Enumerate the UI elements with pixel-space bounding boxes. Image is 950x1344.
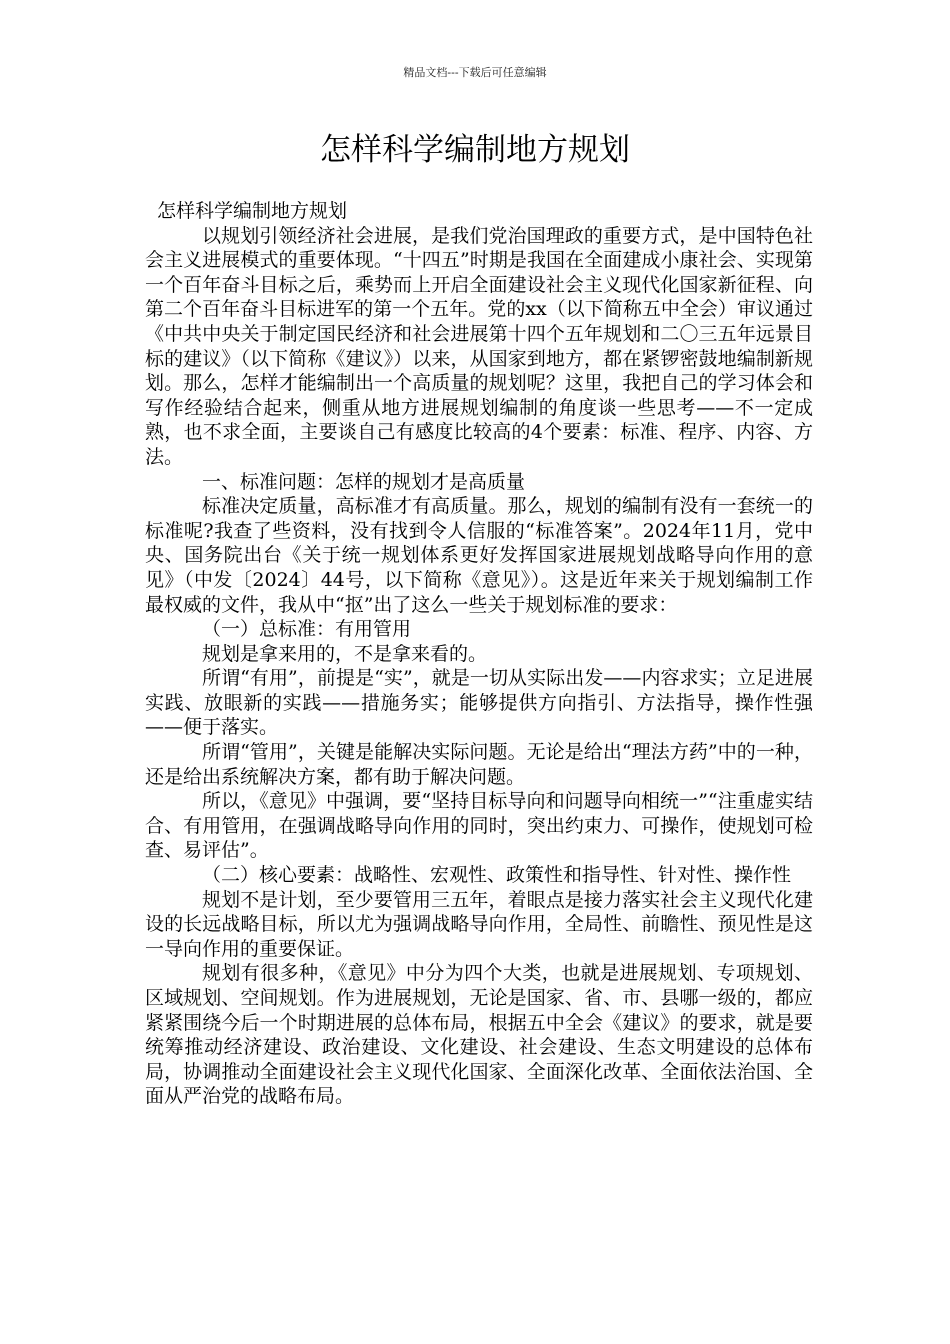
section-heading-standards: 一、标准问题：怎样的规划才是高质量 <box>202 470 526 493</box>
paragraph-not-plan: 规划不是计划，至少要管用三五年，着眼点是接力落实社会主义现代化建设的长远战略目标，所以尤为强调战略导向作用，全局性、前瞻性、预见性是这一导向作用的重要保证。 <box>145 888 813 960</box>
document-body <box>145 199 813 1109</box>
paragraph-standards: 标准决定质量，高标准才有高质量。那么，规划的编制有没有一套统一的标准呢?我查了些资料，没有找到令人信服的“标准答案”。2024年11月，党中央、国务院出台《关于统一规划体系更好发挥国家进展规划战略导向作用的意见》（中发〔2024〕44号，以下简称《意见》）。这是近年来关于规划编制工作最权威的文件，我从中“抠”出了这么一些关于规划标准的要求： <box>145 495 813 616</box>
paragraph-useful: 所谓“有用”，前提是“实”，就是一切从实际出发——内容求实；立足进展实践、放眼新的实践——措施务实；能够提供方向指引、方法指导，操作性强——便于落实。 <box>145 667 813 739</box>
paragraph-opinion-emphasis: 所以，《意见》中强调，要“坚持目标导向和问题导向相统一”“注重虚实结合、有用管用，在强调战略导向作用的同时，突出约束力、可操作，使规划可检查、易评估”。 <box>145 790 813 862</box>
subsection-heading-core-elements: （二）核心要素：战略性、宏观性、政策性和指导性、针对性、操作性 <box>202 864 792 887</box>
document-title: 怎样科学编制地方规划 <box>320 132 630 168</box>
paragraph-intro: 以规划引领经济社会进展，是我们党治国理政的重要方式，是中国特色社会主义进展模式的重要体现。“十四五”时期是我国在全面建成小康社会、实现第一个百年奋斗目标之后，乘势而上开启全面建设社会主义现代化国家新征程、向第二个百年奋斗目标进军的第一个五年。党的xx（以下简称五中全会）审议通过《中共中央关于制定国民经济和社会进展第十四个五年规划和二〇三五年远景目标的建议》（以下简称《建议》）以来，从国家到地方，都在紧锣密鼓地编制新规划。那么，怎样才能编制出一个高质量的规划呢？这里，我把自己的学习体会和写作经验结合起来，侧重从地方进展规划编制的角度谈一些思考——不一定成熟，也不求全面，主要谈自己有感度比较高的4个要素：标准、程序、内容、方法。 <box>145 224 813 468</box>
paragraph-plan-types: 规划有很多种，《意见》中分为四个大类，也就是进展规划、专项规划、区域规划、空间规划。作为进展规划，无论是国家、省、市、县哪一级的，都应紧紧围绕今后一个时期进展的总体布局，根据五中全会《建议》的要求，就是要统筹推动经济建设、政治建设、文化建设、社会建设、生态文明建设的总体布局，协调推动全面建设社会主义现代化国家、全面深化改革、全面依法治国、全面从严治党的战略布局。 <box>145 962 813 1108</box>
document-subtitle: 怎样科学编制地方规划 <box>157 200 348 222</box>
subsection-heading-general-standard: （一）总标准：有用管用 <box>202 618 412 641</box>
page-header: 精品文档---下载后可任意编辑 <box>403 66 547 79</box>
paragraph-plan-use: 规划是拿来用的，不是拿来看的。 <box>202 642 488 665</box>
paragraph-effective: 所谓“管用”，关键是能解决实际问题。无论是给出“理法方药”中的一种，还是给出系统解决方案，都有助于解决问题。 <box>145 741 813 788</box>
